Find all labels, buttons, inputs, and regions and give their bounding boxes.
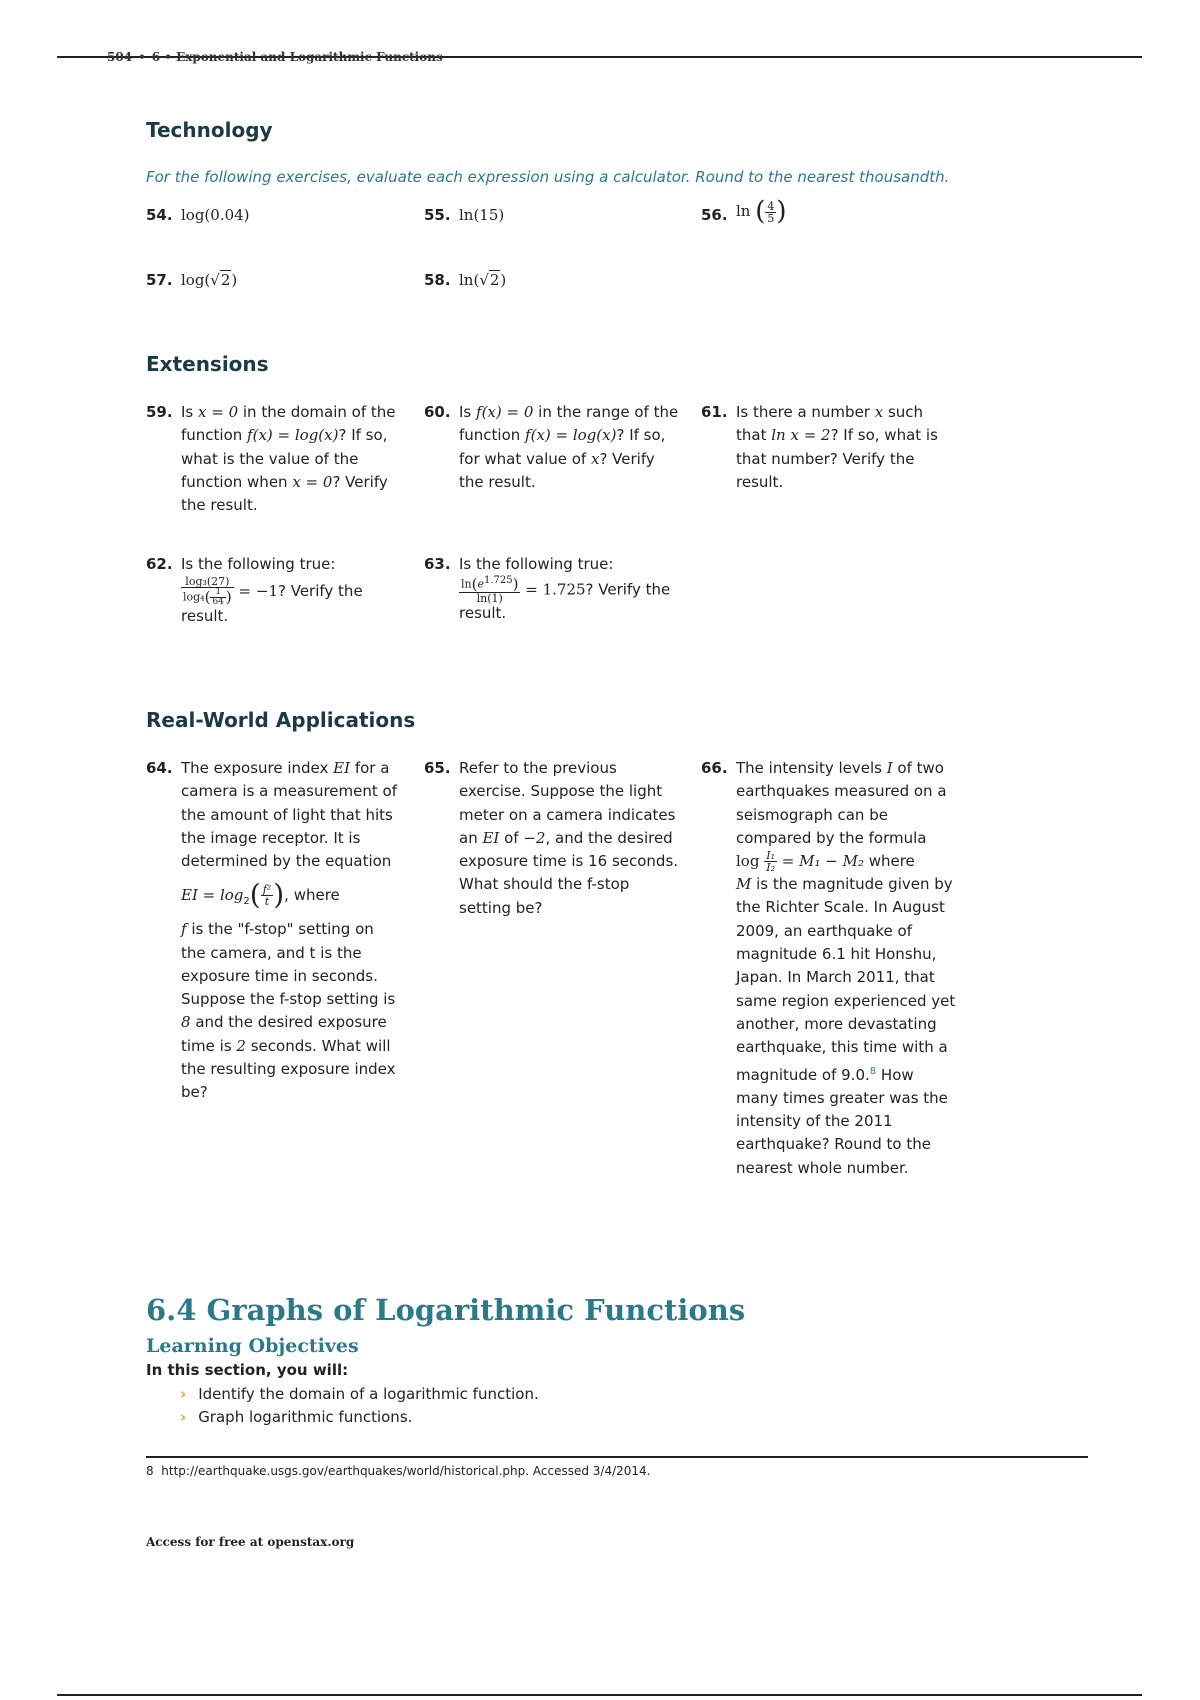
exercise-62 — [146, 553, 401, 627]
exercise-number: 61. — [701, 403, 728, 421]
exercise-number: 58. — [424, 271, 451, 289]
exercise-57 — [146, 269, 401, 292]
real-world-heading: Real-World Applications — [146, 708, 416, 732]
exercise-number: 60. — [424, 403, 451, 421]
footer-rule — [57, 1694, 1142, 1696]
footer-access-link[interactable]: Access for free at openstax.org — [146, 1535, 355, 1549]
exercise-number: 54. — [146, 206, 173, 224]
objectives-lead: In this section, you will: — [146, 1361, 349, 1379]
technology-heading: Technology — [146, 118, 273, 142]
technology-instructions: For the following exercises, evaluate each expression using a calculator. Round to the nearest thousandth. — [146, 168, 950, 186]
objectives-list — [180, 1383, 539, 1429]
objective-item: › Graph logarithmic functions. — [180, 1408, 413, 1426]
exercise-text: Is f(x) = 0 in the range of the function f(x) = log(x)? If so, for what value of x? Verify the result. — [459, 403, 679, 491]
exercise-number: 57. — [146, 271, 173, 289]
exercise-number: 66. — [701, 759, 728, 777]
richter-formula: log $\frac{\text{I₁}}{\text{I₂}}$ = M₁ − M₂ where — [736, 849, 915, 875]
exercise-64 — [146, 757, 401, 1105]
exercise-number: 56. — [701, 206, 728, 224]
exercise-59 — [146, 401, 401, 517]
exposure-equation: EI = $\log_2$( $\frac{\text{f²}}{t}$ ), where — [181, 878, 340, 912]
exercise-expression: ln ( $\frac{4}{5}$ ) — [736, 196, 787, 227]
exercise-61 — [701, 401, 956, 494]
learning-objectives-heading: Learning Objectives — [146, 1335, 359, 1357]
footnote-reference[interactable]: 8 — [869, 1065, 877, 1077]
page-number: 504 — [107, 50, 133, 64]
extensions-heading: Extensions — [146, 352, 269, 376]
footnote: 8 http://earthquake.usgs.gov/earthquakes/world/historical.php. Accessed 3/4/2014. — [146, 1464, 651, 1478]
exercise-text: Is there a number x such that ln x = 2? If so, what is that number? Verify the result. — [736, 403, 938, 491]
exercise-expression: ln(15) — [459, 206, 505, 224]
exercise-number: 55. — [424, 206, 451, 224]
exercise-56 — [701, 196, 956, 227]
footnote-link[interactable]: http://earthquake.usgs.gov/earthquakes/world/historical.php. Accessed 3/4/2014. — [161, 1464, 651, 1478]
exercise-text: The exposure index EI for a camera is a measurement of the amount of light that hits the image receptor. It is determined by the equation EI = $\log_2$( $\frac{\text{f²}}{t}$ ), where f is the "f-stop" setting on the camera, and t is the exposure time in seconds. Suppose the f-stop setting is 8 and the desired exposure time is 2 seconds. What will the resulting exposure index be? — [181, 757, 401, 1105]
exercise-text: Is the following true: log₃(27) log₄( $\frac{1}{64}$ ) = −1? Verify the result. — [181, 555, 363, 626]
exercise-expression: ln(√2) — [459, 271, 507, 289]
exercise-63 — [424, 553, 679, 624]
section-title: 6.4 Graphs of Logarithmic Functions — [146, 1293, 746, 1327]
exercise-58 — [424, 269, 679, 292]
objective-item: › Identify the domain of a logarithmic function. — [180, 1385, 539, 1403]
exercise-text: Is x = 0 in the domain of the function f(x) = log(x)? If so, what is the value of the function when x = 0? Verify the result. — [181, 403, 396, 515]
footnote-rule — [146, 1456, 1088, 1458]
chapter-title: 6 • Exponential and Logarithmic Functions — [151, 50, 443, 64]
exercise-text: The intensity levels I of two earthquakes measured on a seismograph can be compared by the formula log $\frac{\text{I₁}}{\text{I₂}}$ = M₁ − M₂ where M is the magnitude given by the Richter Scale. In August 2009, an earthquake of magnitude 6.1 hit Honshu, Japan. In March 2011, that same region experienced yet another, more devastating earthquake, this time with a magnitude of 9.0.$^8$ How many times greater was the intensity of the 2011 earthquake? Round to the nearest whole number. — [736, 759, 956, 1177]
exercise-55 — [424, 204, 679, 227]
chevron-right-icon: › — [180, 1385, 187, 1403]
exercise-54 — [146, 204, 401, 227]
exercise-66 — [701, 757, 956, 1180]
exercise-text: Refer to the previous exercise. Suppose the light meter on a camera indicates an EI of −2, and the desired exposure time is 16 seconds. What should the f-stop setting be? — [459, 759, 679, 917]
exercise-expression: log(0.04) — [181, 206, 250, 224]
running-header: 504 • 6 • Exponential and Logarithmic Functions — [107, 50, 443, 64]
exercise-number: 59. — [146, 403, 173, 421]
exercise-expression: log(√2) — [181, 271, 238, 289]
exercise-number: 62. — [146, 555, 173, 573]
exercise-number: 64. — [146, 759, 173, 777]
chevron-right-icon: › — [180, 1408, 187, 1426]
exercise-65 — [424, 757, 679, 920]
exercise-text: Is the following true: $\frac{\ln(e1.725)}{\ln(1)}$ = 1.725? Verify the result. — [459, 555, 671, 623]
exercise-number: 63. — [424, 555, 451, 573]
exercise-number: 65. — [424, 759, 451, 777]
exercise-60 — [424, 401, 679, 494]
